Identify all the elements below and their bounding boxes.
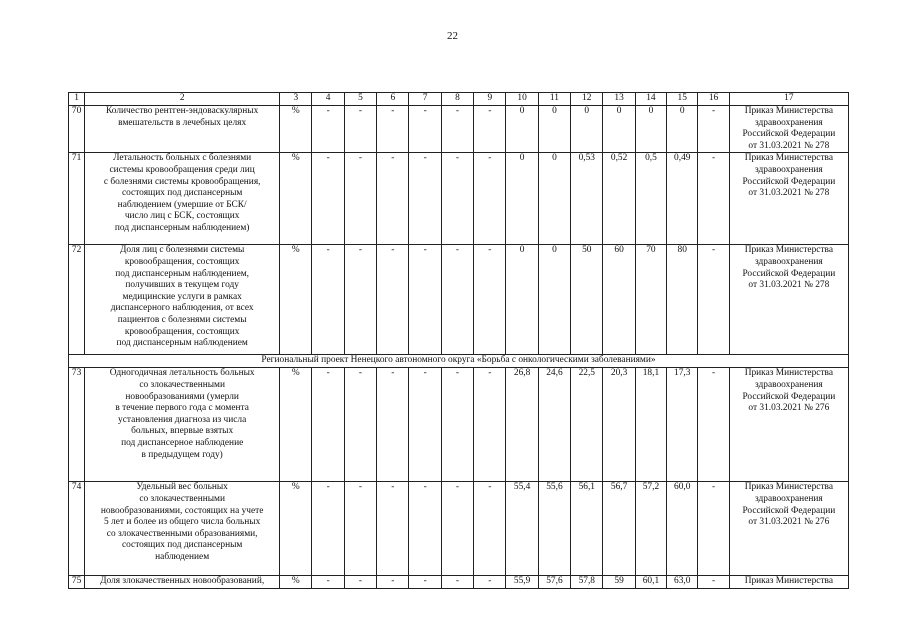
indicator-name: Доля лиц с болезнями системы кровообращения, состоящих под диспансерным наблюдением, получивших в текущем году медицинские услуги в рамках диспансерного наблюдения, от всех пациентов с болезнями системы кровообращения, состоящих под диспансерным наблюдением [85,245,280,355]
value-cell: - [312,245,344,355]
value-cell: - [474,482,506,576]
value-cell: 55,4 [506,482,538,576]
row-number: 71 [69,153,85,245]
value-cell: 18,1 [635,368,666,482]
value-cell: 0,52 [603,153,635,245]
column-number-8: 8 [441,93,473,106]
value-cell: - [441,106,473,153]
value-cell: 17,3 [667,368,698,482]
value-cell: 0 [506,153,538,245]
value-cell: - [377,153,409,245]
value-cell: - [312,106,344,153]
table-row [69,368,849,482]
value-cell: - [344,106,376,153]
section-row [69,355,849,368]
value-cell: - [474,106,506,153]
unit-cell: % [280,245,312,355]
value-cell: 63,0 [667,576,698,589]
indicator-name: Летальность больных с болезнями системы кровообращения среди лиц с болезнями системы кровообращения, состоящих под диспансерным наблюдением (умершие от БСК/ число лиц с БСК, состоящих под диспансерным наблюдением) [85,153,280,245]
value-cell: 60,0 [667,482,698,576]
value-cell: - [441,153,473,245]
value-cell: 60,1 [635,576,666,589]
value-cell: 0 [538,245,570,355]
column-number-2: 2 [85,93,280,106]
value-cell: - [344,576,376,589]
column-number-17: 17 [729,93,848,106]
value-cell: - [409,368,441,482]
table-row [69,153,849,245]
column-number-5: 5 [344,93,376,106]
value-cell: 80 [667,245,698,355]
value-cell: - [377,245,409,355]
value-cell: - [312,153,344,245]
column-number-row [69,93,849,106]
value-cell: 0 [635,106,666,153]
value-cell: - [344,368,376,482]
source-document: Приказ Министерства [729,576,848,589]
value-cell: - [698,245,729,355]
row-number: 73 [69,368,85,482]
column-number-4: 4 [312,93,344,106]
value-cell: - [377,368,409,482]
table-body-cardio [69,106,849,355]
indicators-table [68,92,849,589]
value-cell: 57,2 [635,482,666,576]
value-cell: 0 [603,106,635,153]
table-row [69,245,849,355]
value-cell: 0,53 [571,153,603,245]
column-number-6: 6 [377,93,409,106]
value-cell: - [474,576,506,589]
unit-cell: % [280,153,312,245]
value-cell: 24,6 [538,368,570,482]
value-cell: 0 [538,153,570,245]
value-cell: 0 [667,106,698,153]
value-cell: 0 [506,106,538,153]
value-cell: 55,9 [506,576,538,589]
indicator-name: Одногодичная летальность больных со злокачественными новообразованиями (умерли в течение первого года с момента установления диагноза из числа больных, впервые взятых под диспансерное наблюдение в предыдущем году) [85,368,280,482]
value-cell: 0,49 [667,153,698,245]
value-cell: - [312,576,344,589]
value-cell: 20,3 [603,368,635,482]
value-cell: 0 [506,245,538,355]
value-cell: - [698,482,729,576]
value-cell: - [409,106,441,153]
column-number-14: 14 [635,93,666,106]
column-number-9: 9 [474,93,506,106]
column-number-16: 16 [698,93,729,106]
value-cell: 50 [571,245,603,355]
value-cell: - [377,576,409,589]
column-number-12: 12 [571,93,603,106]
source-document: Приказ Министерства здравоохранения Российской Федерации от 31.03.2021 № 278 [729,106,848,153]
table-row [69,106,849,153]
table-row [69,576,849,589]
column-number-11: 11 [538,93,570,106]
column-number-13: 13 [603,93,635,106]
value-cell: - [698,368,729,482]
value-cell: - [312,368,344,482]
indicator-name: Удельный вес больных со злокачественными новообразованиями, состоящих на учете 5 лет и более из общего числа больных со злокачественными образованиями, состоящих под диспансерным наблюдением [85,482,280,576]
source-document: Приказ Министерства здравоохранения Российской Федерации от 31.03.2021 № 276 [729,482,848,576]
value-cell: - [441,482,473,576]
value-cell: 57,6 [538,576,570,589]
value-cell: - [409,245,441,355]
value-cell: - [474,368,506,482]
value-cell: - [698,153,729,245]
table-body-oncology [69,368,849,589]
source-document: Приказ Министерства здравоохранения Российской Федерации от 31.03.2021 № 278 [729,245,848,355]
unit-cell: % [280,576,312,589]
value-cell: - [344,482,376,576]
value-cell: 0 [571,106,603,153]
value-cell: 56,1 [571,482,603,576]
value-cell: - [698,576,729,589]
value-cell: - [441,245,473,355]
value-cell: 55,6 [538,482,570,576]
value-cell: - [698,106,729,153]
column-number-15: 15 [667,93,698,106]
value-cell: - [377,106,409,153]
value-cell: 57,8 [571,576,603,589]
value-cell: - [377,482,409,576]
page-number: 22 [447,30,458,42]
column-number-7: 7 [409,93,441,106]
value-cell: - [474,153,506,245]
source-document: Приказ Министерства здравоохранения Российской Федерации от 31.03.2021 № 278 [729,153,848,245]
value-cell: 56,7 [603,482,635,576]
unit-cell: % [280,368,312,482]
value-cell: - [441,368,473,482]
unit-cell: % [280,482,312,576]
value-cell: 0 [538,106,570,153]
source-document: Приказ Министерства здравоохранения Российской Федерации от 31.03.2021 № 276 [729,368,848,482]
value-cell: - [441,576,473,589]
indicator-name: Доля злокачественных новообразований, [85,576,280,589]
row-number: 70 [69,106,85,153]
value-cell: - [409,576,441,589]
column-number-1: 1 [69,93,85,106]
column-number-10: 10 [506,93,538,106]
value-cell: - [344,153,376,245]
value-cell: 70 [635,245,666,355]
value-cell: 60 [603,245,635,355]
row-number: 75 [69,576,85,589]
value-cell: 26,8 [506,368,538,482]
column-number-3: 3 [280,93,312,106]
value-cell: - [474,245,506,355]
value-cell: - [344,245,376,355]
unit-cell: % [280,106,312,153]
value-cell: 59 [603,576,635,589]
table-row [69,482,849,576]
section-title: Региональный проект Ненецкого автономного округа «Борьба с онкологическими заболеваниями» [69,355,849,368]
row-number: 72 [69,245,85,355]
value-cell: - [409,482,441,576]
value-cell: 0,5 [635,153,666,245]
indicator-name: Количество рентген-эндоваскулярных вмешательств в лечебных целях [85,106,280,153]
row-number: 74 [69,482,85,576]
value-cell: - [312,482,344,576]
value-cell: 22,5 [571,368,603,482]
value-cell: - [409,153,441,245]
